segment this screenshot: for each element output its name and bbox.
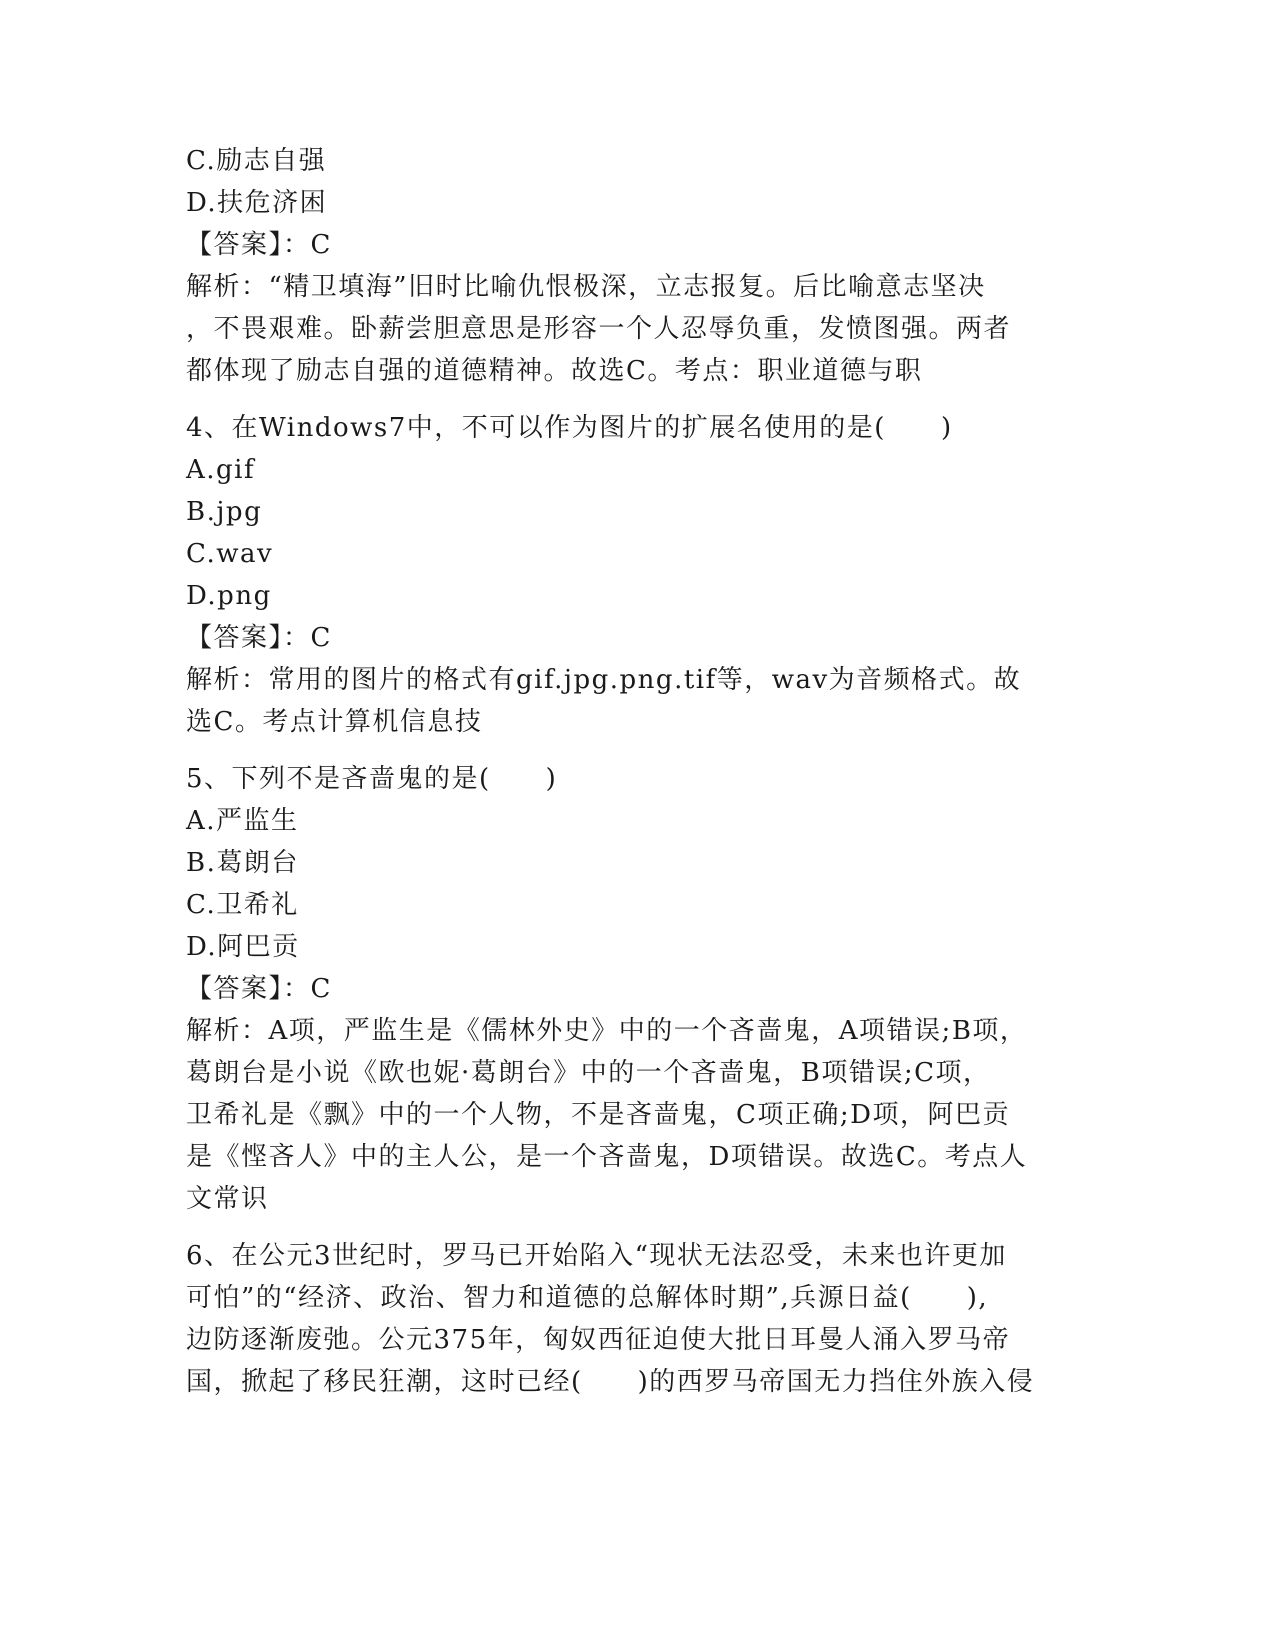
q5-analysis-line: 是《悭吝人》中的主人公，是一个吝啬鬼，D项错误。故选C。考点人 <box>186 1142 1028 1172</box>
q6-stem-line: 6、在公元3世纪时，罗马已开始陷入“现状无法忍受，未来也许更加 <box>186 1241 1007 1271</box>
q3-analysis-line: 都体现了励志自强的道德精神。故选C。考点：职业道德与职 <box>186 356 923 386</box>
q4-option-c: C.wav <box>186 539 274 569</box>
q6-stem-line: 可怕”的“经济、政治、智力和道德的总解体时期”,兵源日益( ), <box>186 1283 989 1313</box>
q4-analysis-line: 选C。考点计算机信息技 <box>186 707 483 737</box>
q4-option-d: D.png <box>186 581 272 611</box>
q3-analysis-line: 解析：“精卫填海”旧时比喻仇恨极深，立志报复。后比喻意志坚决 <box>186 272 986 302</box>
q3-option-c: C.励志自强 <box>186 146 327 176</box>
q4-stem: 4、在Windows7中，不可以作为图片的扩展名使用的是( ) <box>186 413 953 443</box>
q5-option-d: D.阿巴贡 <box>186 932 300 962</box>
q5-analysis-line: 文常识 <box>186 1184 269 1214</box>
q5-analysis-line: 解析：A项，严监生是《儒林外史》中的一个吝啬鬼，A项错误;B项， <box>186 1016 1028 1046</box>
q5-option-a: A.严监生 <box>186 806 299 836</box>
q5-answer: 【答案】：C <box>186 974 332 1004</box>
q5-analysis-line: 葛朗台是小说《欧也妮·葛朗台》中的一个吝啬鬼，B项错误;C项， <box>186 1058 991 1088</box>
q4-option-b: B.jpg <box>186 497 263 527</box>
q3-answer: 【答案】：C <box>186 230 332 260</box>
q5-analysis-line: 卫希礼是《飘》中的一个人物，不是吝啬鬼，C项正确;D项，阿巴贡 <box>186 1100 1010 1130</box>
q6-stem-line: 边防逐渐废弛。公元375年，匈奴西征迫使大批日耳曼人涌入罗马帝 <box>186 1325 1011 1355</box>
q4-option-a: A.gif <box>186 455 256 485</box>
q6-stem-line: 国，掀起了移民狂潮，这时已经( )的西罗马帝国无力挡住外族入侵 <box>186 1367 1035 1397</box>
q5-option-c: C.卫希礼 <box>186 890 299 920</box>
q3-option-d: D.扶危济困 <box>186 188 328 218</box>
q4-answer: 【答案】：C <box>186 623 332 653</box>
q5-option-b: B.葛朗台 <box>186 848 299 878</box>
q4-analysis-line: 解析：常用的图片的格式有gif.jpg.png.tif等，wav为音频格式。故 <box>186 665 1022 695</box>
q5-stem: 5、下列不是吝啬鬼的是( ) <box>186 764 558 794</box>
q3-analysis-line: ，不畏艰难。卧薪尝胆意思是形容一个人忍辱负重，发愤图强。两者 <box>186 314 1012 344</box>
